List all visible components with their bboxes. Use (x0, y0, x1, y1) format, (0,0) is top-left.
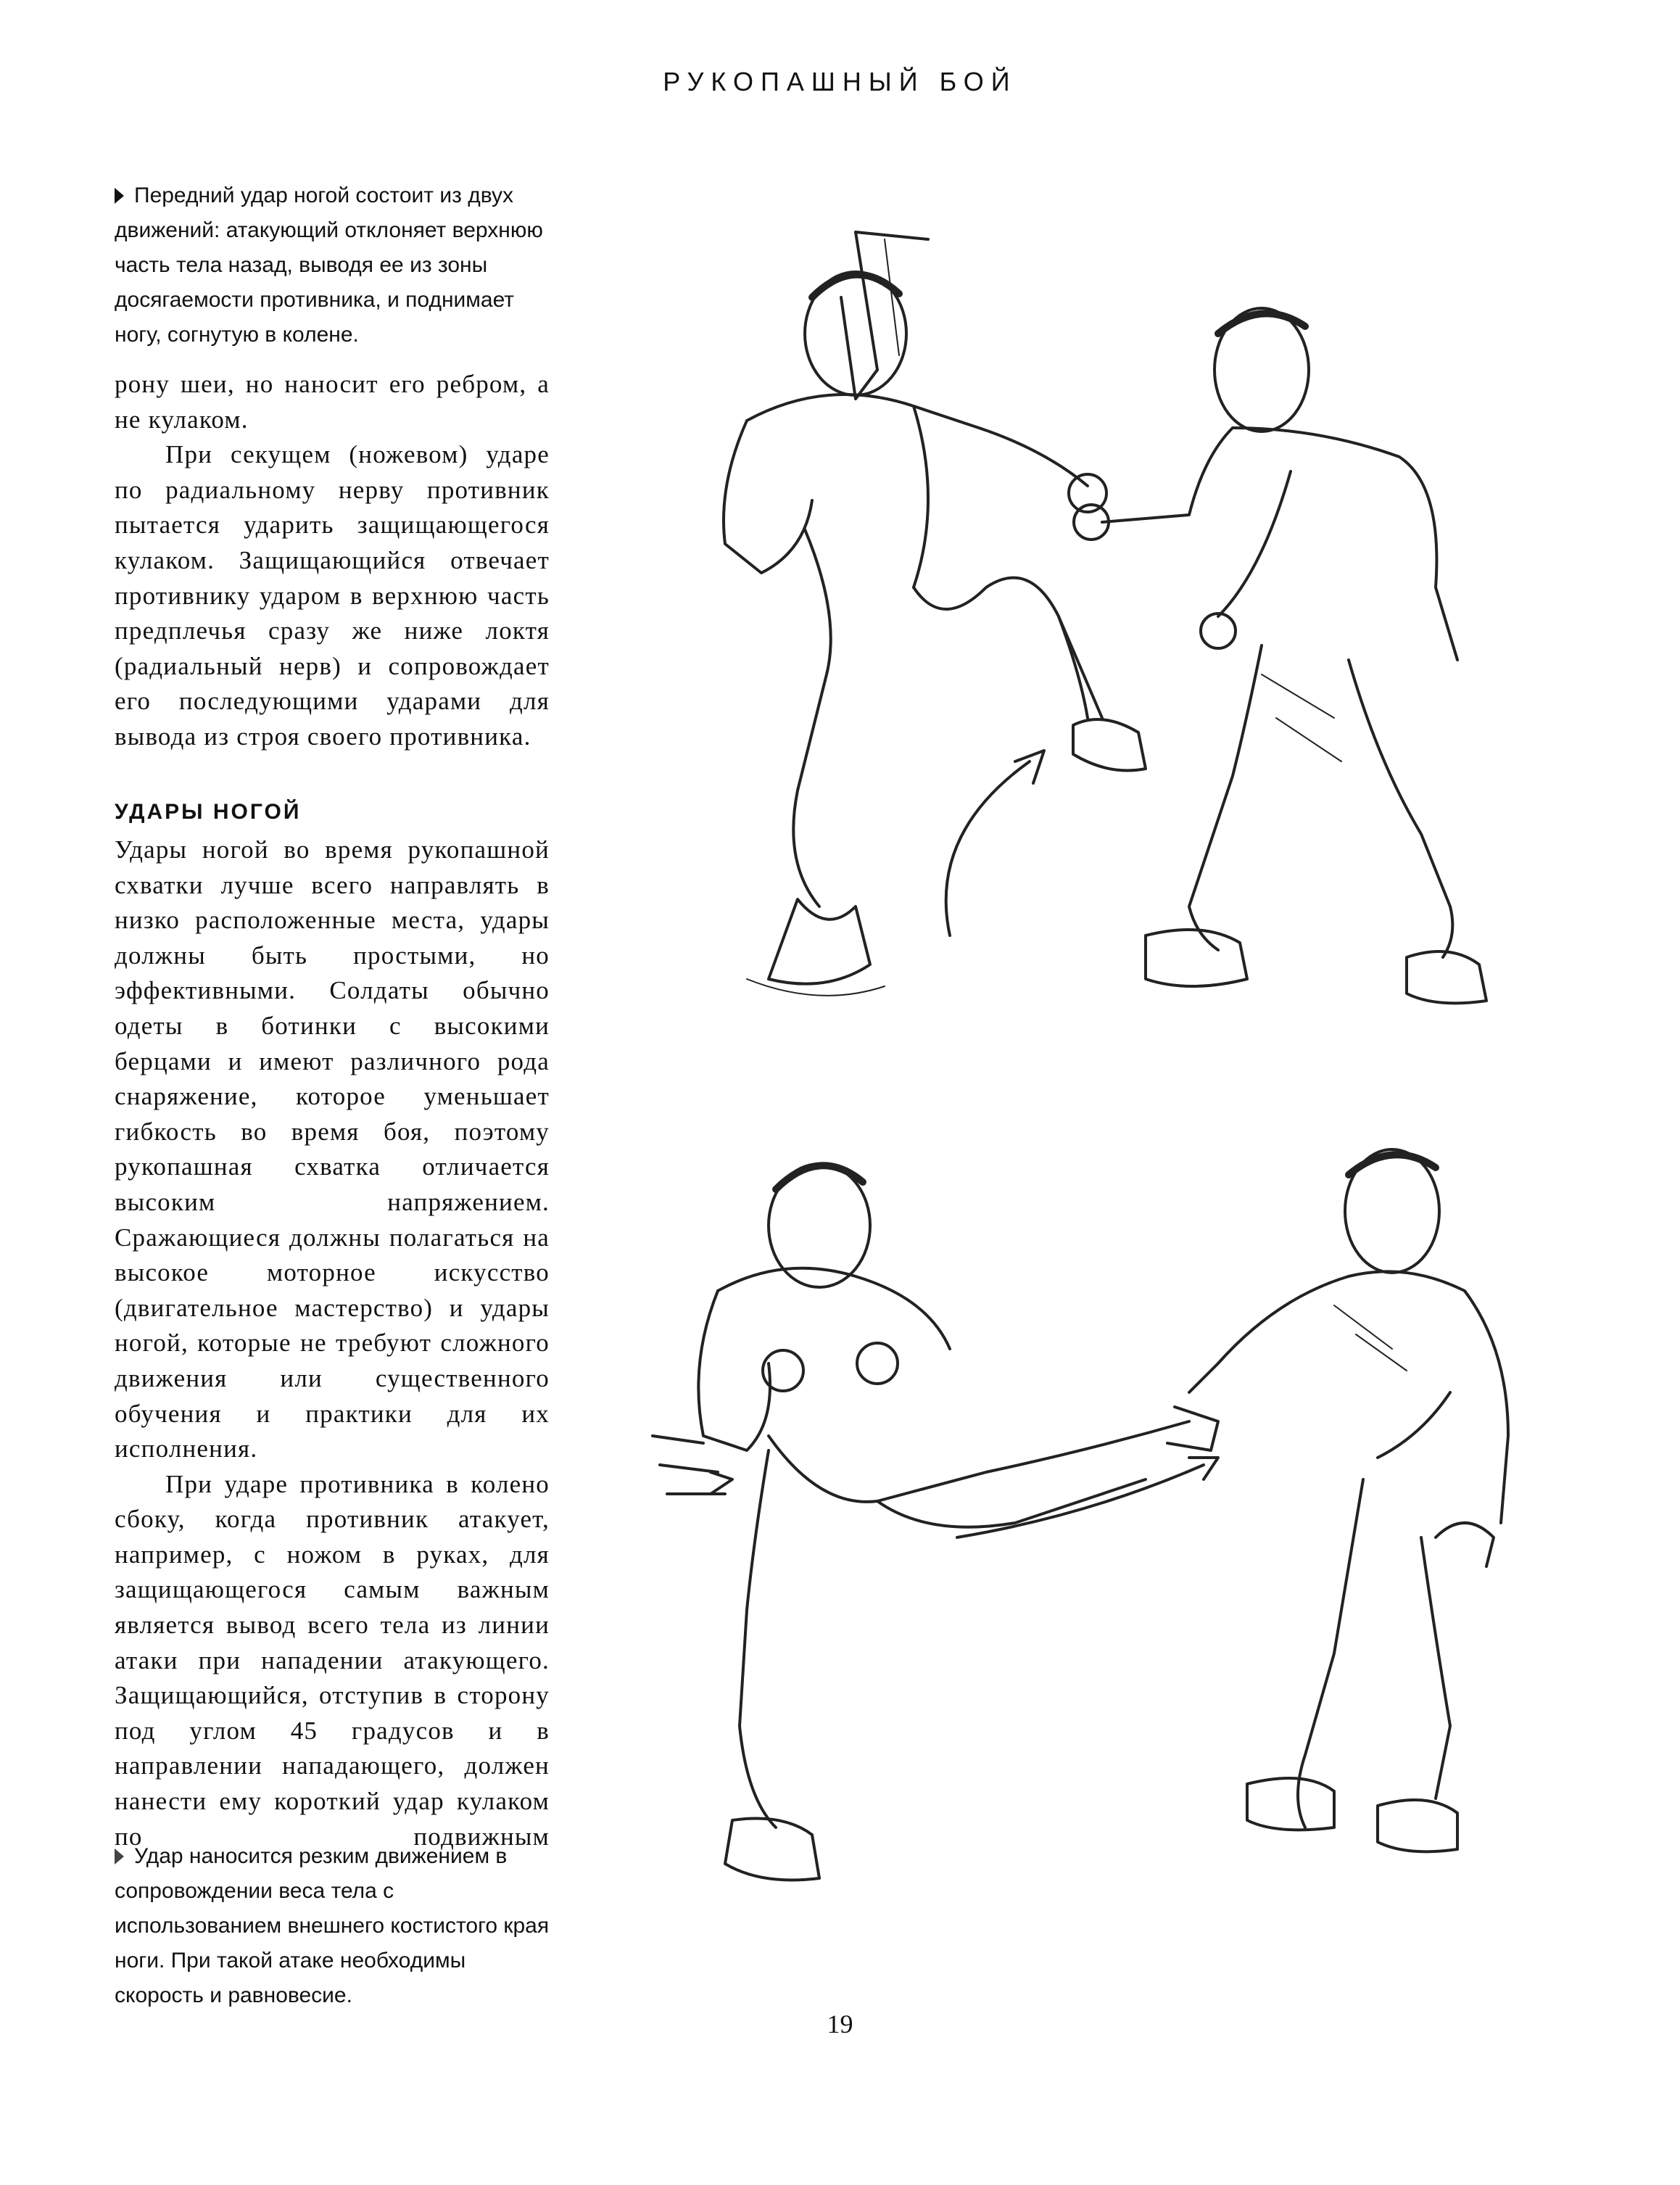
paragraph: При секущем (ножевом) ударе по радиальному нерву противник пытается ударить защищающегося кулаком. Защищающийся отвечает противнику ударом в верхнюю часть предплечья сразу же ниже локтя (радиальный нерв) и сопровождает его последующими ударами для вывода из строя своего противника. (115, 440, 550, 751)
triangle-bullet-icon (115, 1849, 124, 1864)
caption-bottom (115, 1839, 550, 2013)
paragraph: рону шеи, но наносит его ребром, а не кулаком. (115, 370, 550, 434)
running-head: РУКОПАШНЫЙ БОЙ (663, 67, 1017, 96)
motion-arrow-icon (653, 1436, 732, 1494)
body-text-block-2 (115, 833, 550, 1854)
attacker-figure (724, 272, 1146, 996)
attacker-figure (698, 1164, 1218, 1880)
defender-figure (1189, 1149, 1508, 1851)
front-kick-illustration (638, 210, 1581, 1052)
body-text-block-1 (115, 367, 550, 755)
section-heading: УДАРЫ НОГОЙ (115, 800, 302, 824)
paragraph: При ударе противника в колено сбоку, когда противник атакует, например, с ножом в руках, для защищающегося самым важным является вывод всего тела из линии атаки при нападении атакующего. Защищающийся, отступив в сторону под углом 45 градусов и в направлении нападающего, должен нанести ему короткий удар кулаком по подвижным (115, 1469, 550, 1851)
triangle-bullet-icon (115, 188, 124, 204)
defender-figure (1074, 308, 1486, 1003)
caption-bottom-text: Удар наносится резким движением в сопровождении веса тела с использованием внешнего костистого края ноги. При такой атаке необходимы скорость и равновесие. (115, 1844, 550, 2007)
page-number: 19 (827, 2010, 853, 2039)
side-knee-kick-illustration (638, 1131, 1581, 1973)
paragraph: Удары ногой во время рукопашной схватки лучше всего направлять в низко расположенные места, удары должны быть простыми, но эффективными. Солдаты обычно одеты в ботинки с высокими берцами и имеют различного рода снаряжение, которое уменьшает гибкость во время боя, поэтому рукопашная схватка отличается высоким напряжением. Сражающиеся должны полагаться на высокое моторное искусство (двигательное мастерство) и удары ногой, которые не требуют сложного движения или существенного обучения и практики для их исполнения. (115, 835, 550, 1463)
caption-top (115, 178, 550, 352)
kick-arrow-icon (946, 751, 1044, 935)
caption-top-text: Передний удар ногой состоит из двух движений: атакующий отклоняет верхнюю часть тела назад, выводя ее из зоны досягаемости противника, и поднимает ногу, согнутую в колене. (115, 183, 543, 347)
motion-arrow-icon (841, 232, 928, 399)
